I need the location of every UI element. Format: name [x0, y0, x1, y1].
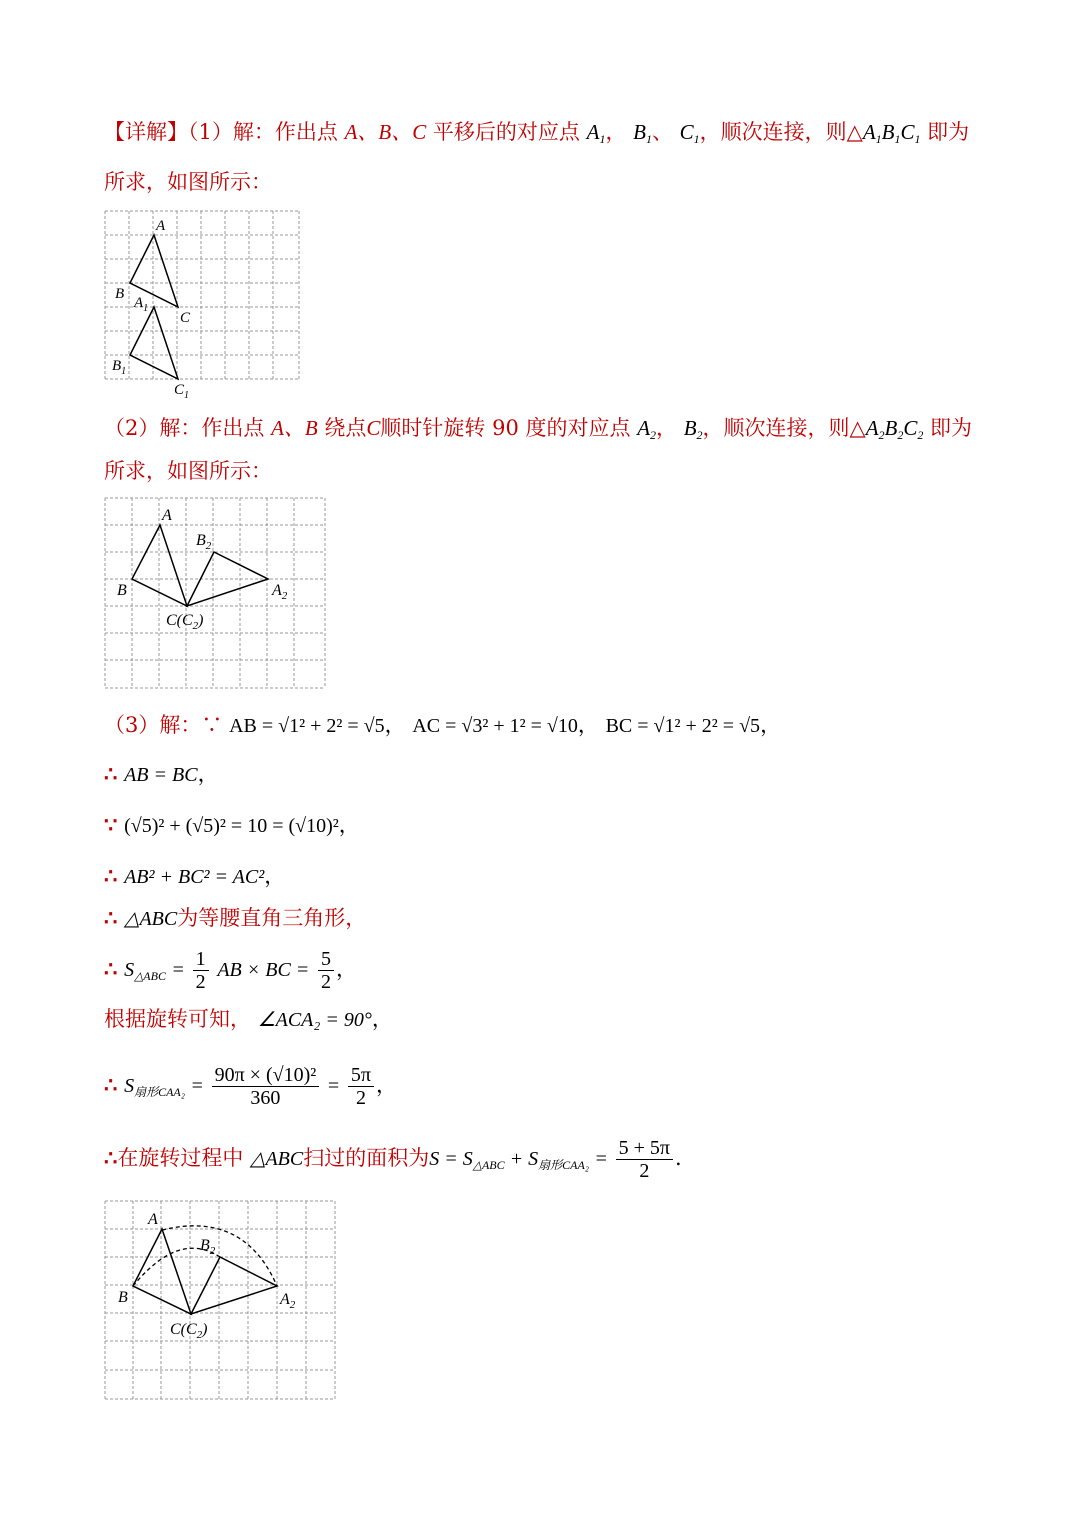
a1-label: $A_1$	[586, 120, 606, 146]
fig2-label-b: B	[117, 582, 127, 599]
sol1-line2: 所求，如图所示：	[104, 170, 272, 194]
tri-a1b1c1: $A_1B_1C_1$	[862, 120, 921, 146]
sol3-line5: ∴ △ABC为等腰直角三角形，	[104, 905, 367, 930]
sol3-line8: ∴ $S_{扇形CAA_2}$ = $\frac{\text{90π × (√10)²}}{360}$ = $\frac{5\pi}{2}$ ，	[104, 1064, 397, 1109]
triangle-a2b2c2	[191, 1257, 277, 1314]
triangle-abc	[133, 1229, 191, 1314]
sol2-text-b: 绕点	[324, 416, 367, 440]
ac-eq: AC = √3² + 1² = √10	[412, 715, 578, 737]
fig3-label-c: $C(C_2)$	[170, 1321, 208, 1341]
fig2-label-a2: $A_2$	[272, 582, 288, 602]
five-pi-halves: $\frac{5\pi}{2}$	[348, 1064, 374, 1109]
c1-label: $C_1$	[679, 120, 700, 146]
sol2-line2: 所求，如图所示：	[104, 459, 272, 483]
fig2-label-b2: $B_2$	[196, 532, 212, 552]
detail-label: 【详解】	[104, 120, 188, 144]
ab-times-bc: AB × BC =	[217, 959, 310, 981]
sweep-tri: △ABC	[250, 1148, 304, 1170]
isosceles-text: 为等腰直角三角形，	[177, 906, 367, 930]
area-s: $S_{\triangle ABC}$	[124, 959, 166, 983]
a2-label: $A_2$	[637, 416, 657, 442]
sol3-line3: ∵ (√5)² + (√5)² = 10 = (√10)²，	[104, 812, 360, 837]
ab-eq: AB = √1² + 2² = √5	[229, 715, 385, 737]
tri-a2b2c2: $A_2B_2C_2$	[865, 416, 924, 442]
sol3-line9: ∴在旋转过程中 △ABC扫过的面积为$S = S_{\triangle ABC} + S_{扇形CAA_2}$ = $\frac{5 + 5\pi}{2}$ .	[104, 1137, 682, 1182]
pythag-eq: AB² + BC² = AC²	[124, 866, 265, 888]
fig2-label-c: $C(C_2)$	[166, 612, 204, 632]
fig1-label-a: A	[156, 218, 166, 234]
fig2-label-a: A	[162, 507, 172, 524]
sol2-c: C	[366, 416, 381, 440]
fig1-label-b1: $B_1$	[112, 358, 127, 377]
sol3-text-a: （3）解：∵	[104, 713, 223, 737]
sol1-text-c: ，顺次连接，则△	[699, 120, 863, 144]
rotation-text: 根据旋转可知，	[104, 1007, 251, 1031]
b2-label: $B_2$	[683, 416, 703, 442]
sol2-text-a: （2）解：作出点	[104, 416, 265, 440]
sweep-text-b: 扫过的面积为	[303, 1146, 430, 1170]
sol2-points: A、B	[271, 416, 318, 440]
half-frac: $\frac{1}{2}$	[193, 948, 209, 993]
fig3-label-a: A	[148, 1211, 158, 1228]
sol2-text-c: 顺时针旋转 90 度的对应点	[380, 416, 631, 440]
five-halves: $\frac{5}{2}$	[318, 948, 334, 993]
fig1-label-a1: $A_1$	[134, 295, 149, 314]
sector-s: $S_{扇形CAA_2}$	[124, 1075, 185, 1099]
sol2-text-e: 即为	[930, 416, 973, 440]
sol3-line4: ∴ AB² + BC² = AC²，	[104, 863, 286, 888]
triangle-a1b1c1	[130, 307, 178, 379]
sol1-line1: 【详解】（1）解：作出点 A、B、C 平移后的对应点 $A_1$， $B_1$、 $C_1$，顺次连接，则$\triangle A_1B_1C_1$ 即为	[104, 120, 970, 146]
figure-3	[104, 1200, 338, 1404]
sweep-s: $S = S_{\triangle ABC} + S_{扇形CAA_2}$	[429, 1148, 589, 1172]
figure-1	[104, 210, 304, 400]
angle-eq: ∠ACA₂ = 90°	[257, 1009, 372, 1031]
sol2-text-d: ，顺次连接，则△	[702, 416, 866, 440]
fig1-label-c1: $C_1$	[174, 382, 190, 400]
sol3-line6: ∴ $S_{\triangle ABC}$ = $\frac{1}{2}$ AB × BC = $\frac{5}{2}$ ，	[104, 948, 357, 993]
sector-frac: $\frac{\text{90π × (√10)²}}{360}$	[212, 1064, 320, 1109]
pythag-check: (√5)² + (√5)² = 10 = (√10)²	[124, 815, 339, 837]
fig1-label-c: C	[180, 310, 191, 326]
bc-eq: BC = √1² + 2² = √5	[605, 715, 761, 737]
b1-label: $B_1$	[633, 120, 652, 146]
sol1-text-b: 平移后的对应点	[432, 120, 580, 144]
sol2-line1: （2）解：作出点 A、B 绕点C顺时针旋转 90 度的对应点 $A_2$， $B_2$，顺次连接，则$\triangle A_2B_2C_2$ 即为	[104, 416, 973, 442]
figure-2	[104, 497, 328, 693]
sol3-line1: （3）解：∵ AB = √1² + 2² = √5， AC = √3² + 1² = √10， BC = √1² + 2² = √5，	[104, 713, 782, 737]
sweep-text-a: 在旋转过程中	[117, 1146, 244, 1170]
sweep-frac: $\frac{5 + 5\pi}{2}$	[616, 1137, 673, 1182]
sol3-line2: ∴ AB = BC，	[104, 761, 219, 786]
fig3-label-b: B	[118, 1289, 128, 1306]
sol1-text-d: 即为	[927, 120, 970, 144]
fig3-label-a2: $A_2$	[280, 1291, 296, 1311]
tri-abc: △ABC	[124, 908, 178, 930]
sol1-text-a: （1）解：作出点	[188, 120, 338, 144]
sol1-points: A、B、C	[344, 120, 427, 144]
fig3-label-b2: $B_2$	[200, 1237, 216, 1257]
ab-eq-bc: AB = BC	[124, 764, 198, 786]
sol3-line7: 根据旋转可知， ∠ACA₂ = 90°，	[104, 1007, 393, 1031]
fig1-label-b: B	[115, 286, 125, 302]
